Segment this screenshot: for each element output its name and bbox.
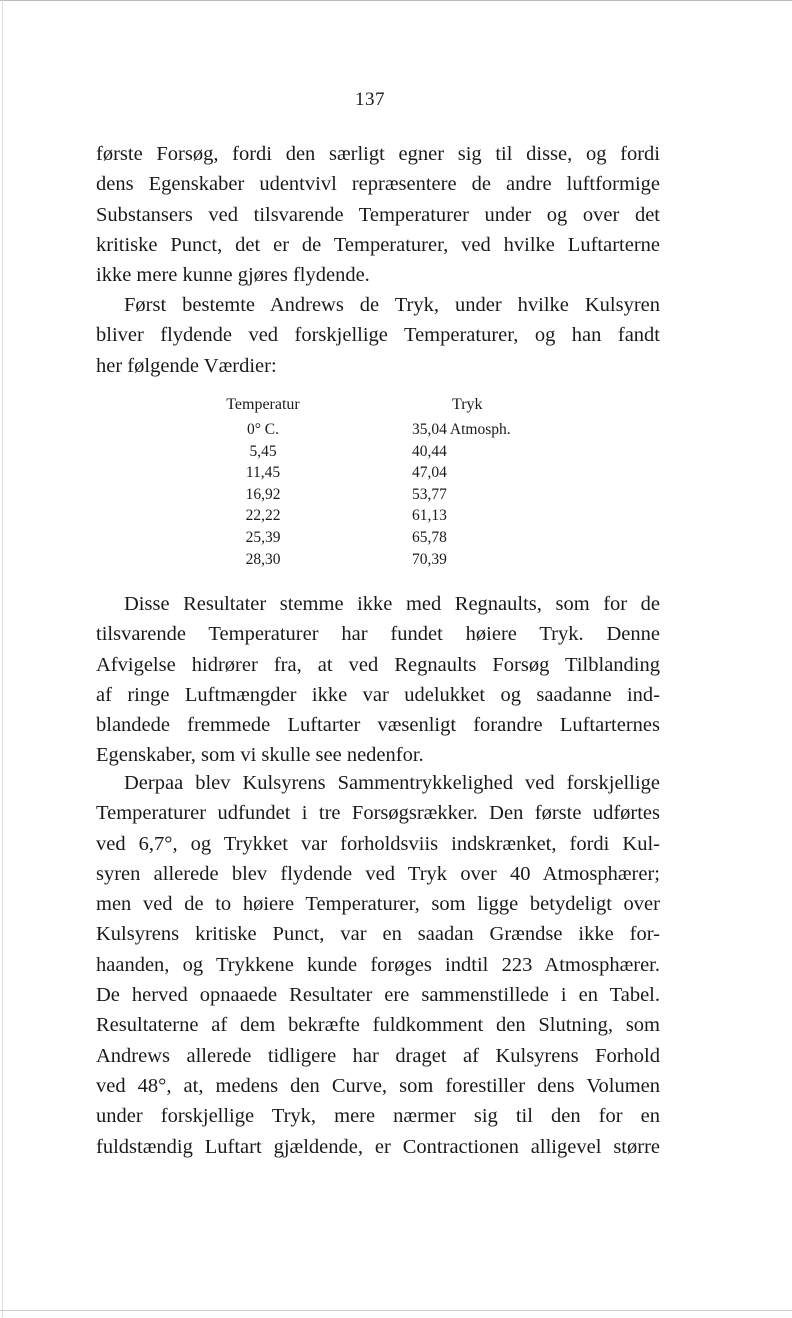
cell-temperature: 16,92 xyxy=(245,485,281,503)
paragraph-1 xyxy=(96,139,660,290)
paragraph-3 xyxy=(96,589,660,771)
text-line: ved 6,7°, og Trykket var forholdsviis indskrænket, fordi Kul- xyxy=(96,832,660,855)
cell-pressure: 65,78 xyxy=(412,528,447,546)
cell-temperature: 11,45 xyxy=(245,464,281,482)
cell-temperature: 22,22 xyxy=(245,507,281,525)
text-line: ikke mere kunne gjøres flydende. xyxy=(96,264,370,287)
text-line: fuldstændig Luftart gjældende, er Contractionen alligevel større xyxy=(96,1135,660,1158)
header-pressure: Tryk xyxy=(452,396,483,413)
text-line: men ved de to høiere Temperaturer, som ligge betydeligt over xyxy=(96,893,660,916)
table-row xyxy=(200,441,560,463)
page-edge-left xyxy=(2,0,3,1318)
table-row xyxy=(200,527,560,549)
cell-pressure: 40,44 xyxy=(412,442,447,460)
text-line: her følgende Værdier: xyxy=(96,354,277,377)
text-line: bliver flydende ved forskjellige Temperaturer, og han fandt xyxy=(96,324,660,347)
cell-temperature: 25,39 xyxy=(245,528,281,546)
page-number: 137 xyxy=(355,89,385,110)
cell-pressure: 47,04 xyxy=(412,464,447,482)
page-edge-top xyxy=(0,0,792,1)
page-edge-bottom xyxy=(0,1310,792,1311)
text-line: ved 48°, at, medens den Curve, som forestiller dens Volumen xyxy=(96,1074,660,1097)
paragraph-4 xyxy=(96,768,660,1162)
temperature-pressure-table xyxy=(200,394,560,570)
text-line: Egenskaber, som vi skulle see nedenfor. xyxy=(96,744,424,767)
text-line: haanden, og Trykkene kunde forøges indtil 223 Atmosphærer. xyxy=(96,953,660,976)
text-line: tilsvarende Temperaturer har fundet høiere Tryk. Denne xyxy=(96,623,660,646)
text-line: Substansers ved tilsvarende Temperaturer under og over det xyxy=(96,203,660,226)
cell-pressure: 61,13 xyxy=(412,507,447,525)
text-line: blandede fremmede Luftarter væsenligt forandre Luftarternes xyxy=(96,714,660,737)
cell-pressure: 35,04 Atmosph. xyxy=(412,421,511,438)
cell-temperature: 0° C. xyxy=(246,421,280,438)
table-row xyxy=(200,484,560,506)
text-line: dens Egenskaber udentvivl repræsentere de andre luftformige xyxy=(96,173,660,196)
text-line: Først bestemte Andrews de Tryk, under hvilke Kulsyren xyxy=(124,294,660,316)
table-header-row xyxy=(200,394,560,419)
text-line: Resultaterne af dem bekræfte fuldkomment den Slutning, som xyxy=(96,1014,660,1037)
table-row xyxy=(200,419,560,441)
paragraph-2 xyxy=(96,290,660,381)
table-row xyxy=(200,549,560,571)
text-line: Temperaturer udfundet i tre Forsøgsrækker. Den første udførtes xyxy=(96,802,660,825)
table-row xyxy=(200,505,560,527)
cell-pressure: 70,39 xyxy=(412,550,447,568)
text-line: Afvigelse hidrører fra, at ved Regnaults Forsøg Tilblanding xyxy=(96,653,660,676)
text-line: Derpaa blev Kulsyrens Sammentrykkelighed ved forskjellige xyxy=(124,772,660,794)
cell-temperature: 5,45 xyxy=(249,442,277,460)
table-row xyxy=(200,462,560,484)
text-line: Andrews allerede tidligere har draget af Kulsyrens Forhold xyxy=(96,1044,660,1067)
text-line: første Forsøg, fordi den særligt egner sig til disse, og fordi xyxy=(96,143,660,165)
text-line: under forskjellige Tryk, mere nærmer sig til den for en xyxy=(96,1105,660,1128)
cell-temperature: 28,30 xyxy=(245,550,281,568)
text-line: Disse Resultater stemme ikke med Regnaults, som for de xyxy=(124,593,660,615)
text-line: De herved opnaaede Resultater ere sammenstillede i en Tabel. xyxy=(96,984,660,1007)
header-temperature: Temperatur xyxy=(226,396,300,413)
cell-pressure: 53,77 xyxy=(412,485,447,503)
text-line: syren allerede blev flydende ved Tryk over 40 Atmosphærer; xyxy=(96,862,660,885)
text-line: Kulsyrens kritiske Punct, var en saadan Grændse ikke for- xyxy=(96,923,660,946)
text-line: af ringe Luftmængder ikke var udelukket og saadanne ind- xyxy=(96,683,660,706)
text-line: kritiske Punct, det er de Temperaturer, ved hvilke Luftarterne xyxy=(96,233,660,256)
